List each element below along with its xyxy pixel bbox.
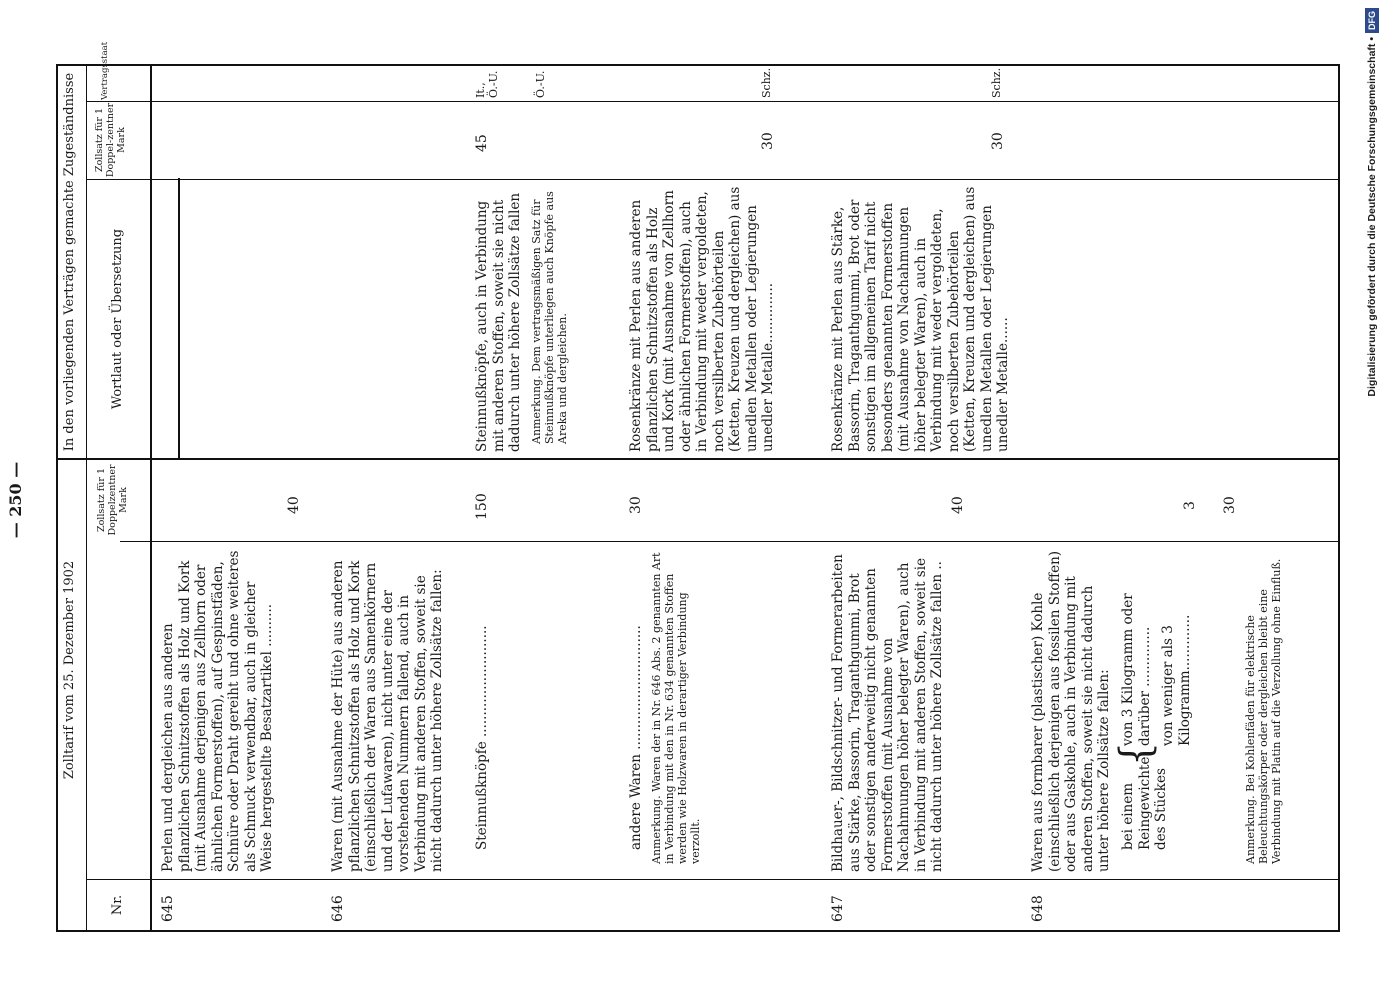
row-rate-645: 40	[286, 496, 302, 514]
concession-note-1: Anmerkung. Dem vertragsmäßigen Satz für Steinnußknöpfe unterliegen auch Knöpfe aus Areka und dergleichen.	[530, 191, 569, 444]
concession-state-2: Schz.	[760, 67, 773, 98]
left-section-title: Zolltarif vom 25. Dezember 1902	[62, 560, 77, 780]
row-rate-w2: 30	[1222, 496, 1238, 514]
row-rate-andere: 30	[628, 496, 644, 514]
row-rate-steinnuss: 150	[474, 493, 490, 520]
rule-col-rate	[120, 541, 1338, 542]
row-weight-label-648: bei einem Reingewichte des Stückes	[1120, 756, 1169, 850]
column-header-wording: Wortlaut oder Übersetzung	[110, 228, 125, 410]
concession-rate-2: 30	[760, 132, 776, 150]
concession-rate-1: 45	[474, 134, 490, 152]
row-rate-w1: 3	[1182, 501, 1198, 510]
rule-left	[56, 930, 1340, 932]
row-number-647: 647	[830, 895, 846, 922]
digitization-credit	[1361, 8, 1383, 992]
rule-col-rate2	[86, 179, 1338, 180]
row-weight-2: von weniger als 3 Kilogramm.............	[1160, 614, 1193, 746]
rule-top	[56, 64, 58, 932]
row-text-645: Perlen und dergleichen aus anderen pflanzlichen Schnitzstoffen als Holz und Kork (mit Ausnahme derjenigen aus Zellhorn oder ähnlichen Formerstoffen), auf Gespinstfäden, Schnüre oder Draht gereiht und ohne weiteres als Schmuck verwendbar, auch in gleicher Weise hergestellte Besatzartikel ..........	[160, 550, 275, 872]
rule-col-state	[86, 101, 1338, 102]
concession-text-1: Steinnußknöpfe, auch in Verbindung mit anderen Stoffen, soweit sie nicht dadurch unter höhere Zollsätze fallen	[474, 192, 523, 452]
rule-header	[150, 64, 152, 932]
brace-left: {	[1110, 741, 1160, 766]
rule-right-header	[178, 178, 180, 458]
row-sub-andere: andere Waren .............................	[628, 625, 644, 850]
row-text-647: Bildhauer-, Bildschnitzer- und Formerarbeiten aus Stärke, Bassorin, Traganthgummi, Brot oder sonstigen anderweitig nicht genannten Formerstoffen (mit Ausnahme von Nachahmungen höher belegter Waren), auch in Verbindung mit anderen Stoffen, soweit sie nicht dadurch unter höhere Zollsätze fallen ..	[830, 554, 945, 872]
dfg-logo: DFG	[1365, 8, 1379, 33]
rule-bottom	[1338, 64, 1340, 932]
column-header-rate2: Zollsatz für 1 Doppel-zentner Mark	[94, 102, 127, 178]
column-header-nr: Nr.	[110, 894, 125, 916]
rule-title-band	[86, 64, 87, 932]
concession-state-1b: Ö.-U.	[534, 70, 547, 98]
credit-text: Digitalisierung gefördert durch die Deutsche Forschungsgemeinschaft •	[1366, 37, 1378, 397]
row-note-646: Anmerkung. Waren der in Nr. 646 Abs. 2 genannten Art in Verbindung mit den in Nr. 634 genannten Stoffen werden wie Holzwaren in derartiger Verbindung verzollt.	[650, 552, 702, 864]
concession-text-2: Rosenkränze mit Perlen aus anderen pflanzlichen Schnitzstoffen als Holz und Kork (mit Ausnahme von Zellhorn oder ähnlichen Formerstoffen), auch in Verbindung mit weder vergoldeten, noch versilberten Zubehörteilen (Ketten, Kreuzen und dergleichen) aus unedlen Metallen oder Legierungen unedler Metalle..............	[628, 186, 776, 452]
rule-right	[56, 64, 1340, 66]
concession-rate-3: 30	[990, 132, 1006, 150]
row-weight-1: von 3 Kilogramm oder darüber ..............	[1120, 593, 1153, 746]
concession-state-1a: It., Ö.-U.	[474, 70, 500, 98]
row-number-645: 645	[160, 895, 176, 922]
row-rate-647: 40	[950, 496, 966, 514]
row-number-648: 648	[1030, 895, 1046, 922]
concession-state-3: Schz.	[990, 67, 1003, 98]
rule-col-split	[56, 458, 1340, 460]
row-sub-steinnuss: Steinnußknöpfe ..........................	[474, 625, 490, 850]
row-note-648: Anmerkung. Bei Kohlenfäden für elektrische Beleuchtungskörper oder dergleichen bleibt eine Verbindung mit Platin auf die Verzollung ohne Einfluß.	[1244, 558, 1283, 864]
column-header-rate: Zollsatz für 1 Doppelzentner Mark	[96, 464, 129, 536]
column-header-state: Vertragsstaat	[100, 41, 110, 100]
concession-text-3: Rosenkränze mit Perlen aus Stärke, Bassorin, Traganthgummi, Brot oder sonstigen im allgemeinen Tarif nicht besonders genannten Formerstoffen (mit Ausnahme von Nachahmungen höher belegter Waren), auch in Verbindung mit weder vergoldeten, noch versilberten Zubehörteilen (Ketten, Kreuzen und dergleichen) aus unedlen Metallen oder Legierungen unedler Metalle......	[830, 186, 1011, 452]
row-text-648: Waren aus formbarer (plastischer) Kohle (einschließlich derjenigen aus fossilen Stoffen) oder aus Gaskohle, auch in Verbindung mit anderen Stoffen, soweit sie nicht dadurch unter höhere Zollsätze fallen:	[1030, 550, 1112, 872]
page-number: — 250 —	[6, 461, 25, 539]
row-text-646: Waren (mit Ausnahme der Hüte) aus anderen pflanzlichen Schnitzstoffen als Holz und Kork (einschließlich der Waren aus Samenkörnern und der Lufawaren), nicht unter eine der vorstehenden Nummern fallend, auch in Verbindung mit anderen Stoffen, soweit sie nicht dadurch unter höhere Zollsätze fallen:	[330, 560, 445, 872]
rule-col-nr	[86, 879, 1338, 880]
right-section-title: In den vorliegenden Verträgen gemachte Zugeständnisse	[62, 72, 77, 452]
row-number-646: 646	[330, 895, 346, 922]
